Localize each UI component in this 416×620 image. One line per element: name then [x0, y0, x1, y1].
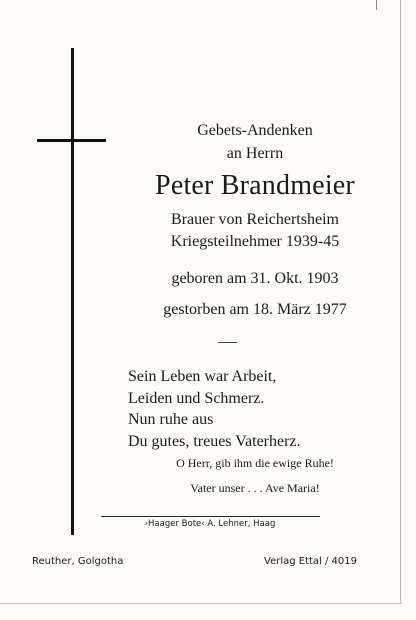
printer-rule	[101, 516, 320, 517]
fold-mark	[376, 0, 377, 10]
cross-horizontal-beam	[37, 139, 106, 142]
footer-publisher: Verlag Ettal / 4019	[264, 556, 358, 567]
war-service-line: Kriegsteilnehmer 1939-45	[170, 233, 340, 250]
heading-line-1: Gebets-Andenken	[197, 122, 313, 139]
memorial-verse	[128, 366, 301, 452]
separator-line	[218, 342, 237, 343]
deceased-name: Peter Brandmeier	[155, 170, 355, 201]
card-edge-bottom	[0, 603, 402, 604]
death-date-line: gestorben am 18. März 1977	[163, 301, 347, 318]
verse-line: Nun ruhe aus	[128, 411, 214, 428]
prayer-line-2: Vater unser . . . Ave Maria!	[190, 481, 320, 495]
verse-line: Leiden und Schmerz.	[128, 389, 265, 407]
cross-vertical-beam	[71, 48, 74, 535]
heading-line-2: an Herrn	[226, 145, 284, 162]
birth-date-line: geboren am 31. Okt. 1903	[171, 270, 339, 287]
verse-line: Du gutes, treues Vaterherz.	[128, 432, 301, 450]
occupation-line: Brauer von Reichertsheim	[171, 211, 339, 228]
prayer-line-1: O Herr, gib ihm die ewige Ruhe!	[176, 456, 334, 470]
printer-credit: ›Haager Bote‹ A. Lehner, Haag	[144, 519, 276, 529]
footer-image-credit: Reuther, Golgotha	[32, 556, 124, 567]
verse-line: Sein Leben war Arbeit,	[128, 368, 277, 385]
